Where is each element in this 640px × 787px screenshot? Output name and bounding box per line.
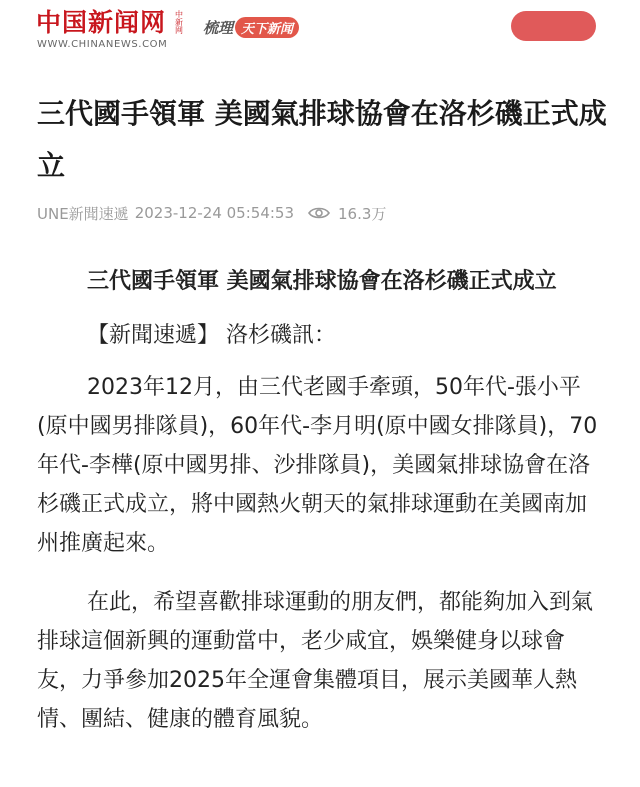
view-count: 16.3万: [338, 204, 387, 223]
article-meta: [37, 201, 386, 225]
slogan-tail: 天下新闻: [235, 17, 299, 38]
article-paragraph: 2023年12月，由三代老國手牽頭，50年代-張小平(原中國男排隊員)，60年代-李月明(原中國女排隊員)，70年代-李樺(原中國男排、沙排隊員)，美國氣排球協會在洛杉磯正式成立，將中國熱火朝天的氣排球運動在美國南加州推廣起來。: [37, 375, 598, 556]
open-app-button[interactable]: [511, 11, 596, 41]
article-body: [37, 262, 603, 739]
article-source: UNE新聞速遞: [37, 204, 129, 223]
slogan: [203, 14, 299, 40]
logo-text: 中国新闻网: [36, 8, 167, 37]
eye-icon: [308, 206, 330, 220]
logo-url: WWW.CHINANEWS.COM: [37, 39, 168, 50]
article-body-title: 三代國手領軍 美國氣排球協會在洛杉磯正式成立: [87, 269, 557, 294]
logo-side-text: 中新网: [175, 10, 183, 35]
article-headline: 三代國手領軍 美國氣排球協會在洛杉磯正式成立: [37, 97, 607, 182]
top-bar: [0, 0, 640, 54]
slogan-lead: 梳理: [203, 18, 234, 37]
article-dateline: 【新聞速遞】 洛杉磯訊：: [87, 323, 336, 348]
chinanews-logo[interactable]: [36, 8, 188, 52]
article-datetime: 2023-12-24 05:54:53: [134, 204, 294, 222]
article-paragraph: 在此，希望喜歡排球運動的朋友們，都能夠加入到氣排球這個新興的運動當中，老少咸宜，娛樂健身以球會友，力爭參加2025年全運會集體項目，展示美國華人熱情、團結、健康的體育風貌。: [37, 590, 594, 732]
